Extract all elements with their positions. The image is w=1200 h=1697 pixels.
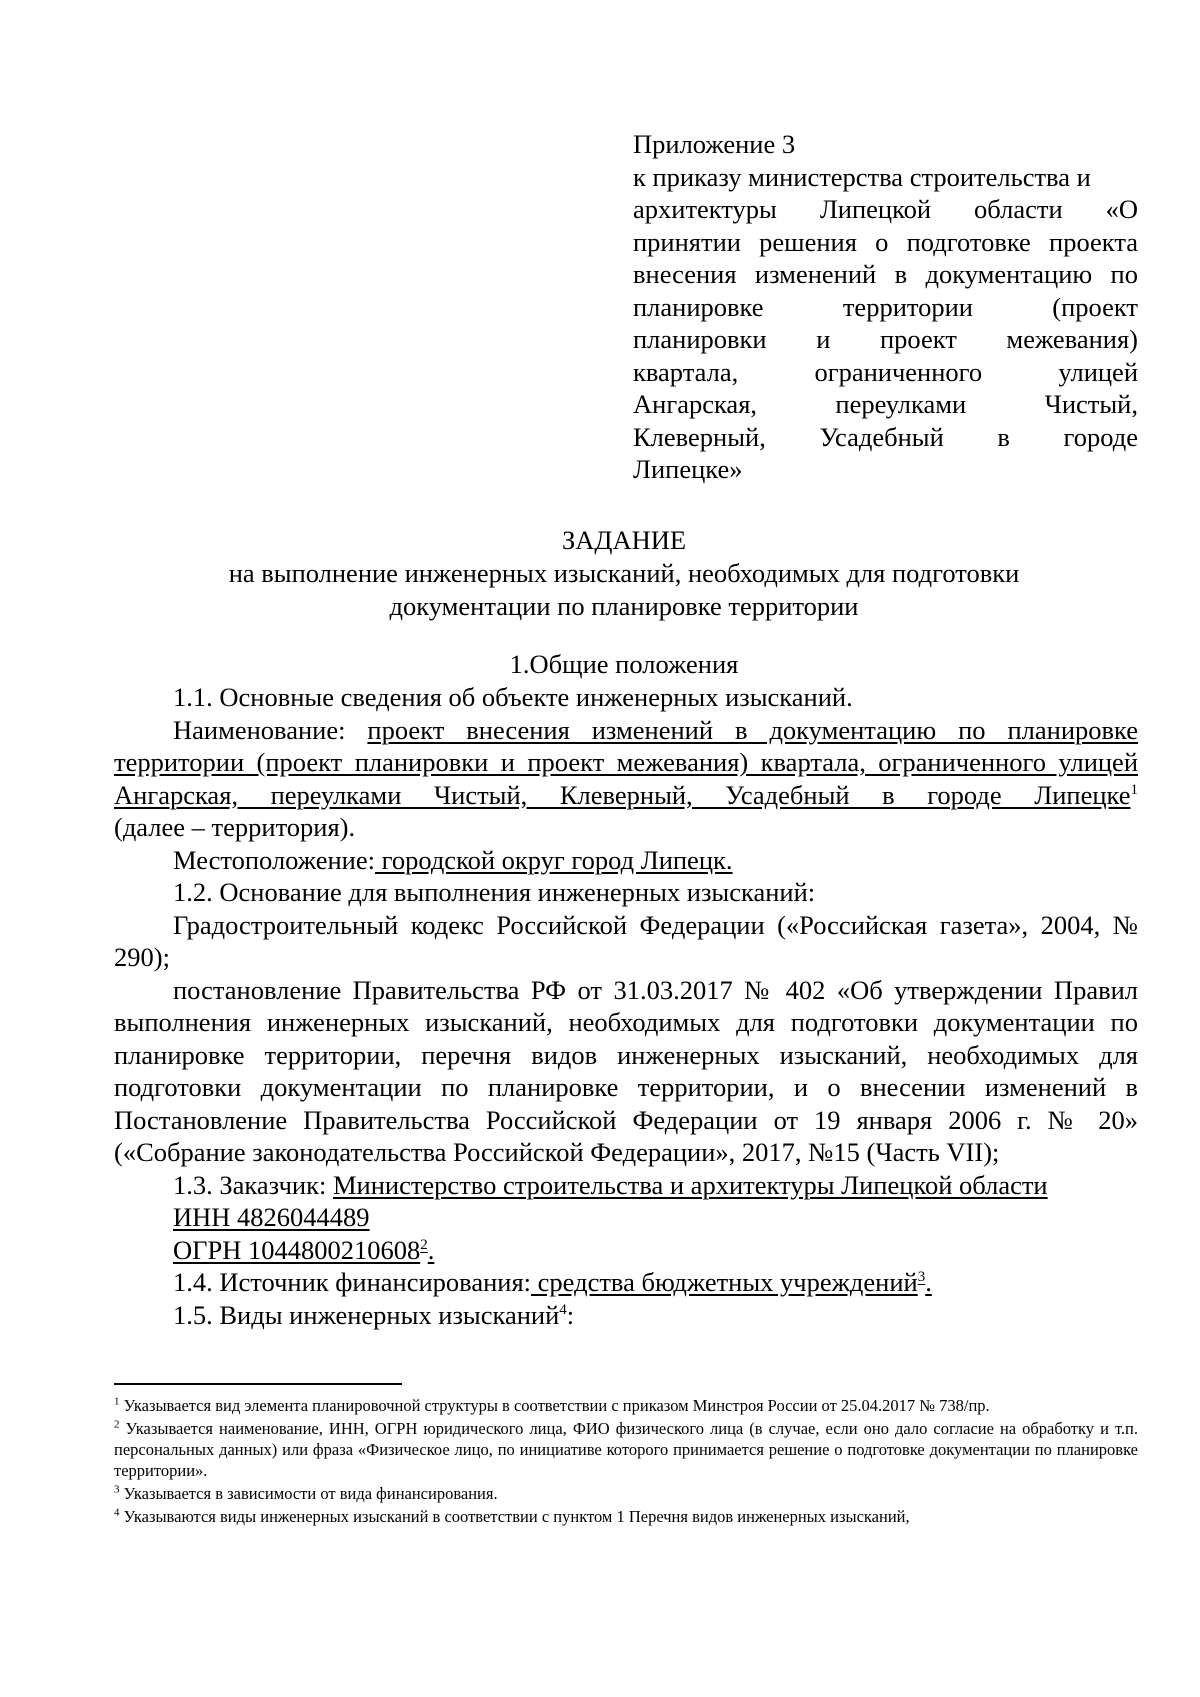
footnote-text: Указывается вид элемента планировочной структуры в соответствии с приказом Минстроя России от 25.04.2017 № 738/пр. [119,1396,990,1415]
name-label: Наименование: [173,714,368,745]
appendix-line: планировке территории (проект [633,291,1138,322]
appendix-line: Ангарская, переулками Чистый, [633,389,1138,419]
funding-value: средства бюджетных учреждений [531,1267,918,1297]
appendix-line: к приказу министерства строительства и [633,161,1091,192]
footnote-text: Указываются виды инженерных изысканий в соответствии с пунктом 1 Перечня видов инженерных изысканий, [119,1507,910,1526]
footnote-number: 4 [114,1506,120,1519]
footnote-item [114,1506,1138,1527]
survey-types-end: : [566,1299,575,1330]
title-line: документации по планировке территории [389,591,859,621]
ogrn-end: . [427,1234,435,1265]
appendix-line: архитектуры Липецкой области «О [633,194,1138,224]
appendix-line: Клеверный, Усадебный в городе [633,421,1138,452]
basis-item: Градостроительный кодекс Российской Федерации («Российская газета», 2004, № 290); [114,909,1138,972]
appendix-line: внесения изменений в документацию по [633,259,1138,289]
paragraph-funding [114,1266,1138,1299]
footnote-text: Указывается наименование, ИНН, ОГРН юридического лица, ФИО физического лица (в случае, если оно дало согласие на обработку и т.п. персональных данных) или фраза «Физическое лицо, по инициативе которого принимается решение о подготовке документации по планировке территории». [114,1419,1138,1480]
paragraph-1-1: 1.1. Основные сведения об объекте инженерных изысканий. [173,682,853,712]
paragraph-name [114,714,1138,812]
customer-inn [114,1201,1138,1234]
name-tail: (далее – территория). [114,812,356,842]
footnote-ref: 2 [420,1236,428,1253]
title-heading: ЗАДАНИЕ [561,525,687,555]
title-line: на выполнение инженерных изысканий, необходимых для подготовки [228,558,1020,588]
footnotes [114,1395,1138,1529]
footnote-item [114,1395,1138,1416]
section-heading: 1.Общие положения [509,649,739,679]
survey-types-label: 1.5. Виды инженерных изысканий [173,1299,560,1330]
inn-value: ИНН 4826044489 [173,1202,370,1232]
document-title [110,524,1138,623]
footnote-ref: 3 [917,1269,926,1286]
document-body [114,681,1138,1331]
funding-label: 1.4. Источник финансирования: [173,1267,532,1297]
name-value: проект внесения изменений в документацию по планировке территории (проект планировки и проект межевания) квартала, ограниченного улицей Ангарская, переулками Чистый, Клеверный, Усадебный в городе Липецке [114,714,1138,810]
footnote-number: 2 [114,1418,120,1431]
paragraph-survey-types [114,1299,1138,1332]
customer-ogrn [114,1234,1138,1267]
appendix-line: Приложение 3 [633,129,796,159]
customer-label: 1.3. Заказчик: [173,1169,333,1200]
footnote-ref: 4 [559,1301,567,1318]
footnote-ref: 1 [1130,781,1138,798]
footnote-item [114,1418,1138,1481]
customer-value: Министерство строительства и архитектуры Липецкой области [332,1169,1048,1200]
footnote-item [114,1483,1138,1504]
funding-end: . [925,1267,932,1297]
paragraph-customer [114,1169,1138,1202]
appendix-line: квартала, ограниченного улицей [633,356,1138,387]
appendix-line: планировки и проект межевания) [633,324,1138,354]
location-value: городской округ город Липецк. [375,844,733,875]
footnote-number: 3 [114,1483,120,1496]
footnote-text: Указывается в зависимости от вида финансирования. [119,1484,498,1503]
appendix-line: принятии решения о подготовке проекта [633,226,1138,257]
location-label: Местоположение: [173,844,375,875]
basis-item: постановление Правительства РФ от 31.03.2017 № 402 «Об утверждении Правил выполнения инженерных изысканий, необходимых для подготовки документации по планировке территории, перечня видов инженерных изысканий, необходимых для подготовки документации по планировке территории, и о внесении изменений в Постановление Правительства Российской Федерации от 19 января 2006 г. № 20» («Собрание законодательства Российской Федерации», 2017, №15 (Часть VII); [114,974,1138,1167]
paragraph-location [114,844,1138,877]
paragraph-1-2: 1.2. Основание для выполнения инженерных изысканий: [173,877,816,907]
footnote-separator [114,1383,402,1385]
appendix-line: Липецке» [633,454,743,484]
footnote-number: 1 [114,1395,120,1408]
ogrn-value: ОГРН 1044800210608 [173,1234,421,1265]
appendix-block [633,128,1138,486]
